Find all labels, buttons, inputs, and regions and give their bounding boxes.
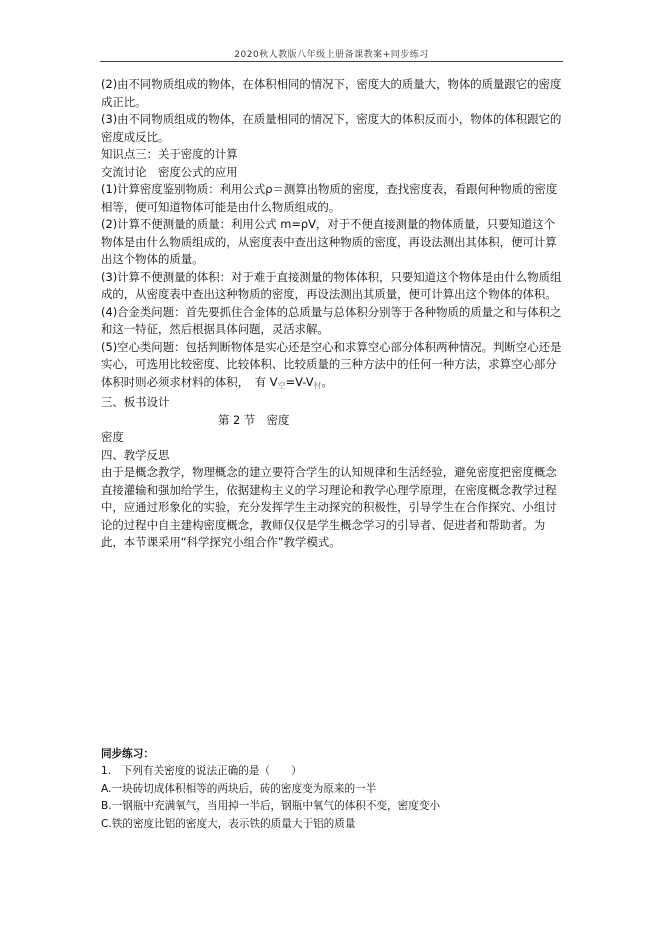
section-heading-density-calculation: 知识点三：关于密度的计算 [101,147,238,161]
paragraph-reflection: 由于是概念教学，物理概念的建立要符合学生的认知规律和生活经验，避免密度把密度概念直接灌输和强加给学生，依据建构主义的学习理论和教学心理学原理，在密度概念教学过程中，应通过形象化的实验，充分发挥学生主动探究的积极性，引导学生在合作探究、小组讨论的过程中自主建构密度概念，教师仅仅是学生概念学习的引导者、促进者和帮助者。为此，本节课采用“科学探究小组合作”教学模式。 [101,465,557,549]
subheading-formula-application: 交流讨论 密度公式的应用 [101,164,238,179]
subscript-material: 材 [313,380,322,390]
paragraph-calculate-mass: (2)计算不便测量的质量：利用公式 m=ρV，对于不便直接测量的物体质量，只要知道这个物体是由什么物质组成的，从密度表中查出这种物质的密度，再设法测出其体积，便可计算出这个物体的质量。 [101,217,557,266]
board-title: 第 2 节 密度 [218,412,290,427]
paragraph-alloy-problems: (4)合金类问题：首先要抓住合金体的总质量与总体积分别等于各种物质的质量之和与体积之和这一特征，然后根据具体问题，灵活求解。 [101,304,562,336]
subscript-hollow: 空 [277,380,286,390]
hollow-text: (5)空心类问题：包括判断物体是实心还是空心和求算空心部分体积两种情况。判断空心还是实心，可选用比较密度、比较体积、比较质量的三种方法中的任何一种方法，求算空心部分体积时则必须求材料的体积， 有 V [101,339,562,389]
paragraph-mass-density-proportional: (2)由不同物质组成的物体，在体积相同的情况下，密度大的质量大，物体的质量跟它的密度成正比。 [101,77,562,109]
formula-end: 。 [321,374,333,389]
exercise-option-b: B.一钢瓶中充满氧气，当用掉一半后，钢瓶中氧气的体积不变，密度变小 [101,800,441,812]
page-header: 2020秋人教版八年级上册备课教案+同步练习 [234,50,429,60]
board-content: 密度 [101,430,124,444]
paragraph-hollow-problems [101,339,563,395]
exercise-option-a: A.一块砖切成体积相等的两块后，砖的密度变为原来的一半 [101,782,377,795]
exercise-heading: 同步练习： [101,747,154,760]
exercise-question: 1. 下列有关密度的说法正确的是（ ） [101,765,302,777]
blank-space [101,552,563,746]
formula-middle: =V-V [285,374,314,389]
section-heading-reflection: 四、教学反思 [101,447,170,462]
paragraph-identify-substance: (1)计算密度鉴别物质：利用公式ρ＝测算出物质的密度，查找密度表，看跟何种物质的密度相等，便可知道物体可能是由什么物质组成的。 [101,182,558,214]
document-body [101,76,563,833]
exercise-option-c: C.铁的密度比铝的密度大，表示铁的质量大于铝的质量 [101,817,356,830]
paragraph-volume-density-inverse: (3)由不同物质组成的物体，在质量相同的情况下，密度大的体积反而小，物体的体积跟它的密度成反比。 [101,112,562,144]
section-heading-board-design: 三、板书设计 [101,395,170,409]
paragraph-calculate-volume: (3)计算不便测量的体积：对于难于直接测量的物体体积，只要知道这个物体是由什么物质组成的，从密度表中查出这种物质的密度，再设法测出其质量，便可计算出这个物体的体积。 [101,269,562,301]
header-divider [100,61,563,62]
